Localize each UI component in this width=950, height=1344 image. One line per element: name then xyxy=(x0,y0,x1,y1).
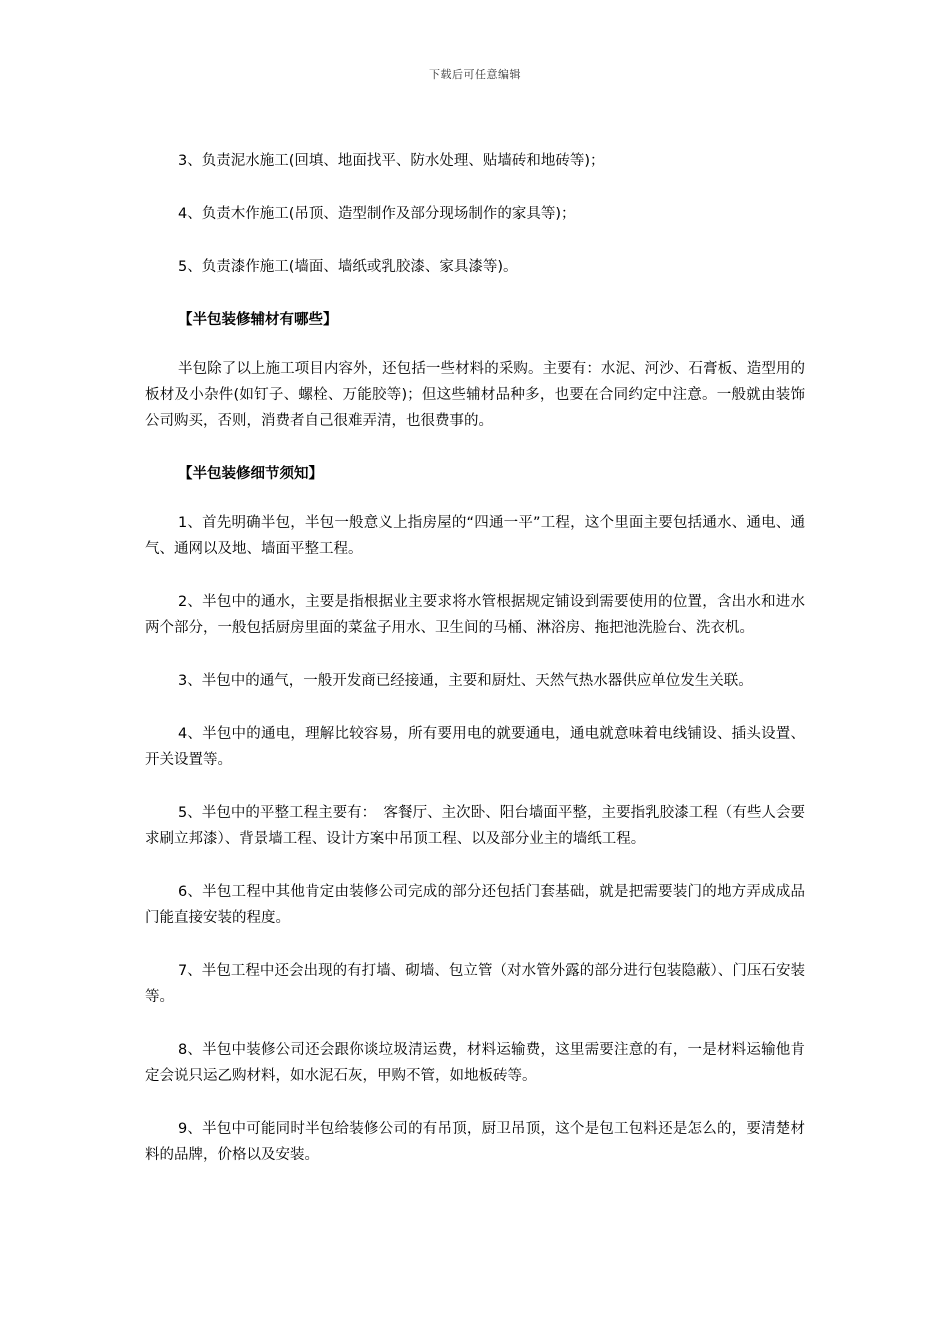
detail-item-7: 7、半包工程中还会出现的有打墙、砌墙、包立管（对水管外露的部分进行包装隐蔽）、门压石安装等。 xyxy=(145,963,805,1005)
document-body xyxy=(145,148,805,1195)
paragraph-item-4: 4、负责木作施工(吊顶、造型制作及部分现场制作的家具等)； xyxy=(178,206,576,222)
detail-item-4: 4、半包中的通电，理解比较容易，所有要用电的就要通电，通电就意味着电线铺设、插头设置、开关设置等。 xyxy=(145,726,805,768)
detail-item-9: 9、半包中可能同时半包给装修公司的有吊顶，厨卫吊顶，这个是包工包料还是怎么的，要清楚材料的品牌，价格以及安装。 xyxy=(145,1121,805,1163)
section-heading-details: 【半包装修细节须知】 xyxy=(178,466,323,482)
paragraph-item-5: 5、负责漆作施工(墙面、墙纸或乳胶漆、家具漆等)。 xyxy=(178,259,518,275)
paragraph-item-3: 3、负责泥水施工(回填、地面找平、防水处理、贴墙砖和地砖等)； xyxy=(178,153,605,169)
paragraph-auxiliary-materials: 半包除了以上施工项目内容外，还包括一些材料的采购。主要有：水泥、河沙、石膏板、造型用的板材及小杂件(如钉子、螺栓、万能胶等)；但这些辅材品种多，也要在合同约定中注意。一般就由装饰公司购买，否则，消费者自己很难弄清，也很费事的。 xyxy=(145,361,805,429)
detail-item-5: 5、半包中的平整工程主要有： 客餐厅、主次卧、阳台墙面平整，主要指乳胶漆工程（有些人会要求刷立邦漆）、背景墙工程、设计方案中吊顶工程、以及部分业主的墙纸工程。 xyxy=(145,805,805,847)
header-note: 下载后可任意编辑 xyxy=(429,68,521,81)
detail-item-1: 1、首先明确半包，半包一般意义上指房屋的“四通一平”工程，这个里面主要包括通水、通电、通气、通网以及地、墙面平整工程。 xyxy=(145,515,805,557)
detail-item-3: 3、半包中的通气，一般开发商已经接通，主要和厨灶、天然气热水器供应单位发生关联。 xyxy=(178,673,753,689)
detail-item-8: 8、半包中装修公司还会跟你谈垃圾清运费，材料运输费，这里需要注意的有，一是材料运输他肯定会说只运乙购材料，如水泥石灰，甲购不管，如地板砖等。 xyxy=(145,1042,805,1084)
section-heading-auxiliary-materials: 【半包装修辅材有哪些】 xyxy=(178,312,338,328)
detail-item-6: 6、半包工程中其他肯定由装修公司完成的部分还包括门套基础，就是把需要装门的地方弄成成品门能直接安装的程度。 xyxy=(145,884,805,926)
detail-item-2: 2、半包中的通水，主要是指根据业主要求将水管根据规定铺设到需要使用的位置，含出水和进水两个部分，一般包括厨房里面的菜盆子用水、卫生间的马桶、淋浴房、拖把池洗脸台、洗衣机。 xyxy=(145,594,805,636)
